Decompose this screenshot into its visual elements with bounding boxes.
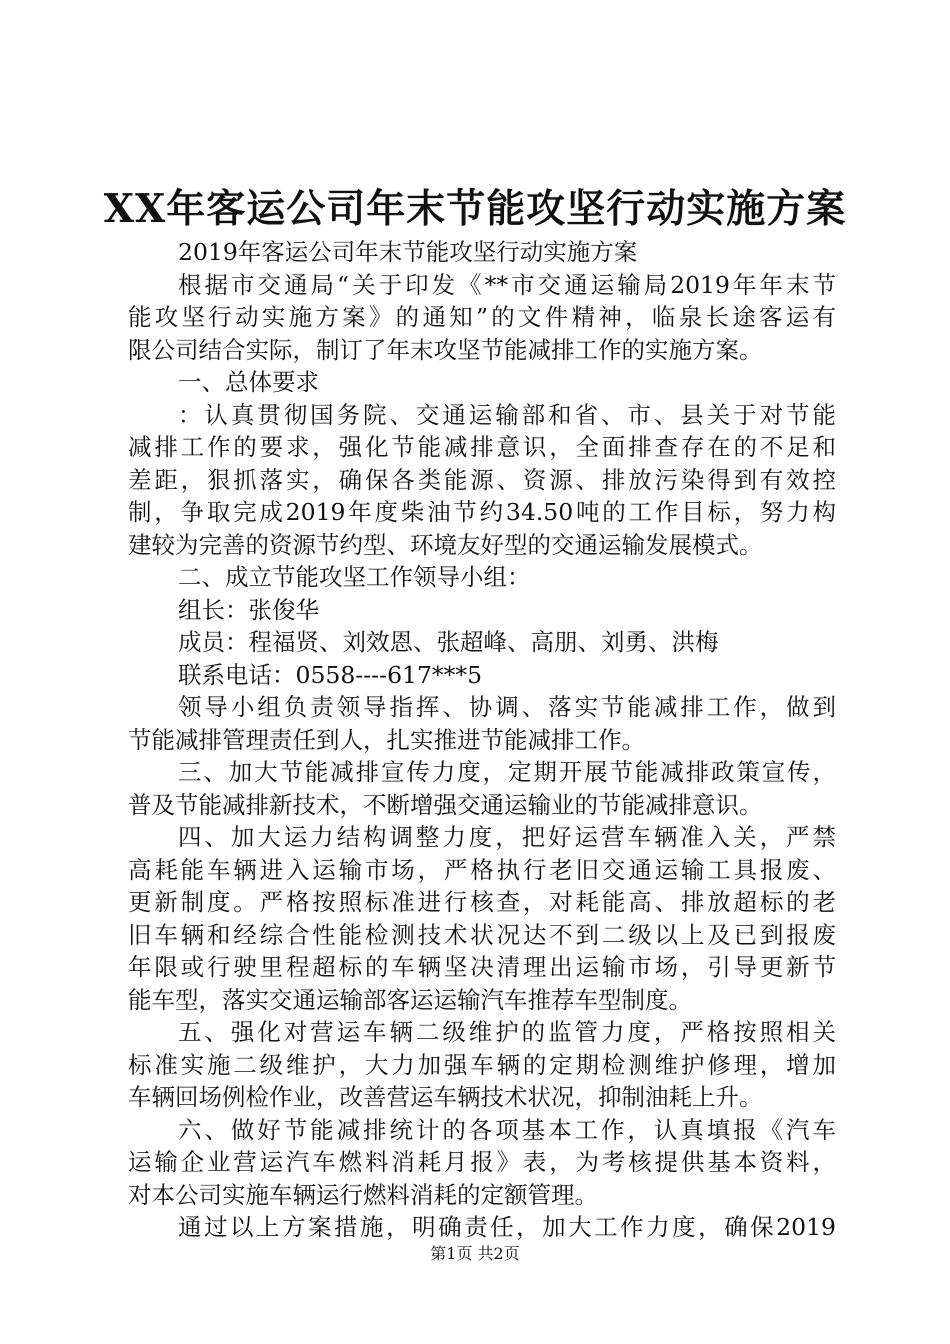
body-line: 四、加大运力结构调整力度，把好运营车辆准入关，严禁 <box>178 823 836 851</box>
document-body <box>128 236 836 1244</box>
body-line: ：认真贯彻国务院、交通运输部和省、市、县关于对节能 <box>178 400 836 429</box>
body-line: 对本公司实施车辆运行燃料消耗的定额管理。 <box>128 1180 598 1209</box>
body-line: 旧车辆和经综合性能检测技术状况达不到二级以上及已到报废 <box>128 920 836 949</box>
body-line: 联系电话：0558----617***5 <box>178 660 483 689</box>
body-line: 组长：张俊华 <box>178 595 319 624</box>
body-line: 标准实施二级维护，大力加强车辆的定期检测维护修理，增加 <box>128 1050 836 1079</box>
body-line: 差距，狠抓落实，确保各类能源、资源、排放污染得到有效控 <box>128 465 836 494</box>
body-line: 通过以上方案措施，明确责任，加大工作力度，确保2019 <box>178 1213 836 1241</box>
body-line: 根据市交通局“关于印发《**市交通运输局2019年年末节 <box>178 270 836 299</box>
body-line: 减排工作的要求，强化节能减排意识，全面排查存在的不足和 <box>128 433 836 461</box>
body-line: 年限或行驶里程超标的车辆坚决清理出运输市场，引导更新节 <box>128 953 836 981</box>
body-line: 运输企业营运汽车燃料消耗月报》表，为考核提供基本资料， <box>128 1148 836 1176</box>
body-line: 能车型，落实交通运输部客运运输汽车推荐车型制度。 <box>128 985 692 1014</box>
document-title: XX年客运公司年末节能攻坚行动实施方案 <box>103 186 847 232</box>
body-line: 二、成立节能攻坚工作领导小组： <box>178 563 531 591</box>
page-footer: 第1页 共2页 <box>430 1244 520 1263</box>
body-line: 制，争取完成2019年度柴油节约34.50吨的工作目标，努力构 <box>128 498 836 526</box>
body-line: 成员：程福贤、刘效恩、张超峰、高朋、刘勇、洪梅 <box>178 628 719 656</box>
body-line: 领导小组负责领导指挥、协调、落实节能减排工作，做到 <box>178 693 836 721</box>
body-line: 高耗能车辆进入运输市场，严格执行老旧交通运输工具报废、 <box>128 855 836 884</box>
body-line: 建较为完善的资源节约型、环境友好型的交通运输发展模式。 <box>128 530 763 559</box>
body-line: 限公司结合实际，制订了年末攻坚节能减排工作的实施方案。 <box>128 335 763 364</box>
body-line: 能攻坚行动实施方案》的通知”的文件精神，临泉长途客运有 <box>128 303 836 331</box>
body-line: 六、做好节能减排统计的各项基本工作，认真填报《汽车 <box>178 1115 836 1144</box>
body-line: 更新制度。严格按照标准进行核查，对耗能高、排放超标的老 <box>128 888 836 916</box>
body-line: 一、总体要求 <box>178 368 319 396</box>
body-line: 节能减排管理责任到人，扎实推进节能减排工作。 <box>128 725 645 754</box>
body-line: 三、加大节能减排宣传力度，定期开展节能减排政策宣传， <box>178 758 836 786</box>
body-line: 2019年客运公司年末节能攻坚行动实施方案 <box>178 238 638 266</box>
body-line: 车辆回场例检作业，改善营运车辆技术状况，抑制油耗上升。 <box>128 1083 763 1111</box>
body-line: 普及节能减排新技术，不断增强交通运输业的节能减排意识。 <box>128 790 763 819</box>
body-line: 五、强化对营运车辆二级维护的监管力度，严格按照相关 <box>178 1018 836 1046</box>
